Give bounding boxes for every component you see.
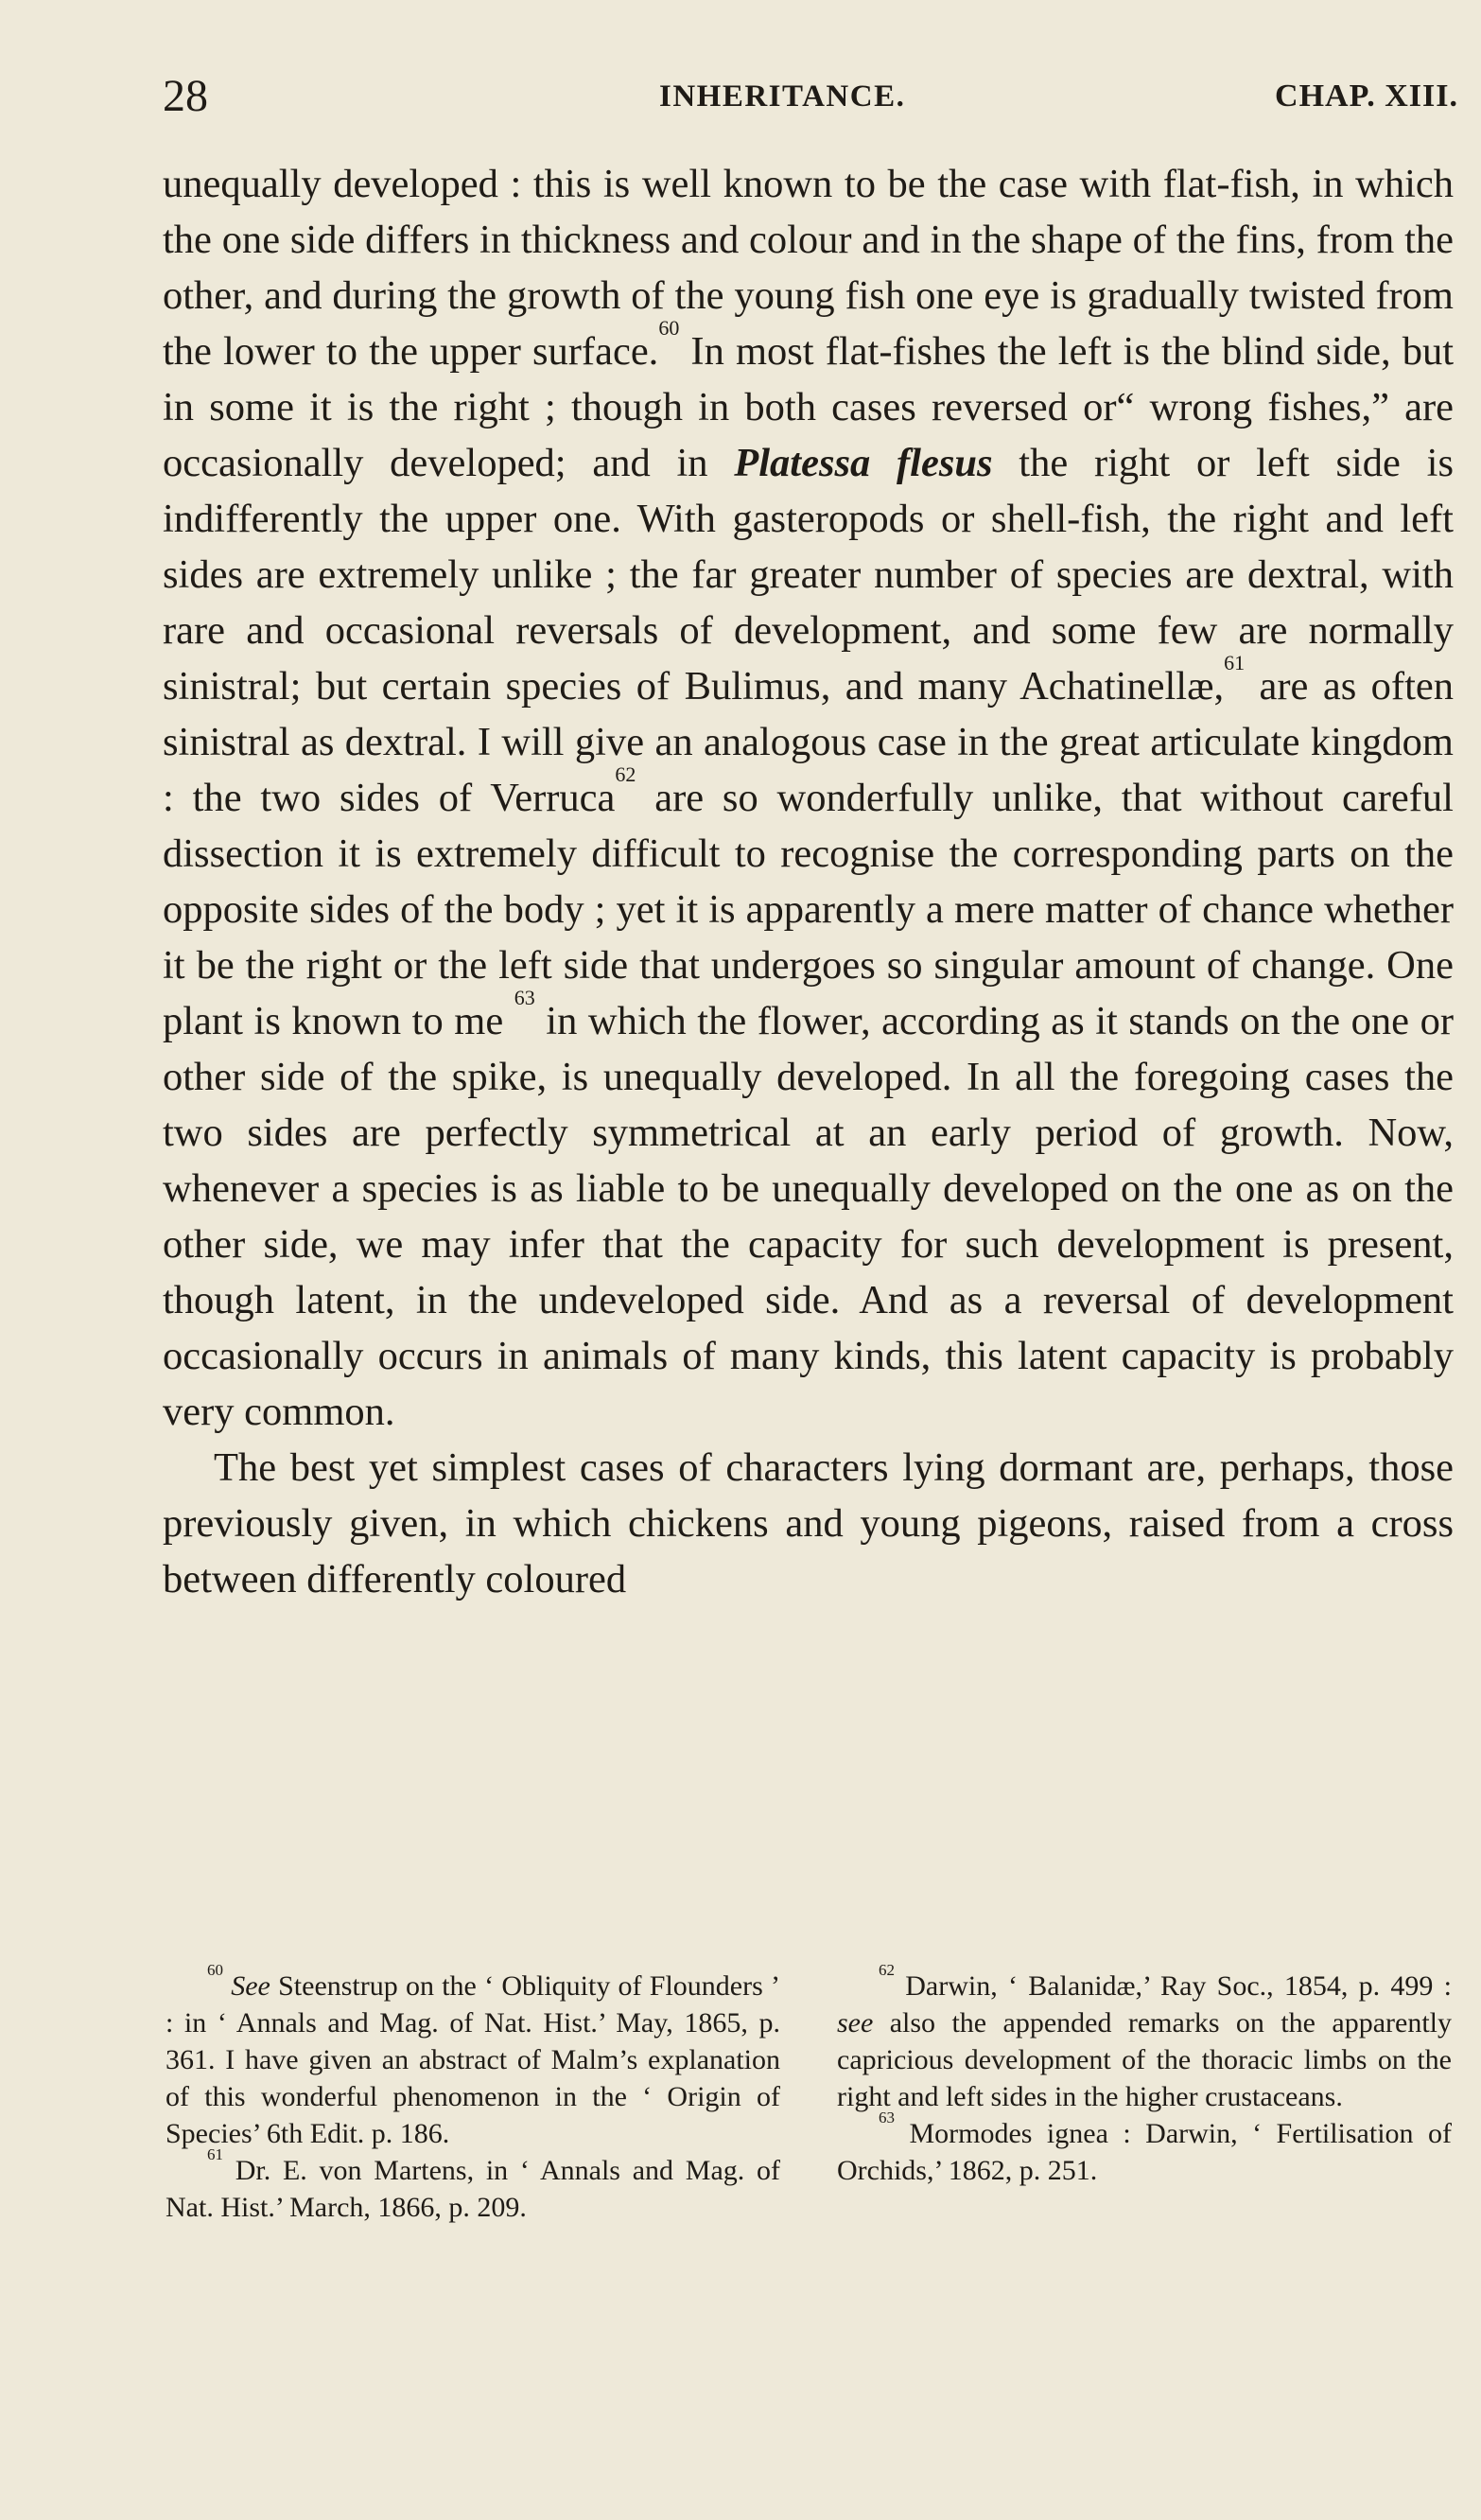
footnote-text: also the appended remarks on the apparently capricious development of the thoracic limbs on the right and left sides in the higher crustaceans. [837,2007,1452,2112]
paragraph-1 [163,156,1454,1440]
main-text [163,156,1454,1607]
page-number: 28 [163,71,208,121]
chapter-label: CHAP. XIII. [1275,79,1458,114]
paragraph-1-text: In most flat-fishes the left is the blind side, but in some it is the right ; though in both cases reversed or“ wrong fishes,” are occasionally developed; and in [163,329,1455,485]
footnote-number: 63 [879,2109,895,2126]
paragraph-2: The best yet simplest cases of characters lying dormant are, perhaps, those previously given, in which chickens and young pigeons, raised from a cross between differently coloured [163,1445,1454,1601]
footnote-ref-61: 61 [1224,650,1246,674]
footnote-number: 62 [879,1961,895,1979]
species-name-italic: Platessa flesus [734,441,993,485]
footnote-61 [166,2145,780,2226]
footnote-number: 61 [207,2145,223,2163]
page-header [163,68,1458,125]
running-title: INHERITANCE. [659,79,906,114]
paragraph-1-text: are as often sinistral as dextral. I will give an analogous case in the great articulate kingdom : the two sides of Verruca [163,664,1455,820]
footnote-text: Steenstrup on the ‘ Obliquity of Flounders ’ : in ‘ Annals and Mag. of Nat. Hist.’ May, 1865, p. 361. I have given an abstract of Malm’s explanation of this wonderful phenomenon in the ‘ Origin of Species’ 6th Edit. p. 186. [166,1970,780,2149]
paragraph-1-text: the right or left side is indifferently the upper one. With gasteropods or shell-fish, the right and left sides are extremely unlike ; the far greater number of species are dextral, with rare and occasional reversals of development, and some few are normally sinistral; but certain species of Bulimus, and many Achatinellæ, [163,441,1454,709]
footnote-text: Mormodes ignea : Darwin, ‘ Fertilisation of Orchids,’ 1862, p. 251. [837,2118,1452,2186]
footnote-ref-62: 62 [615,761,636,786]
footnote-60 [166,1961,780,2152]
footnotes [166,1961,1452,2226]
footnote-ref-63: 63 [514,985,535,1009]
footnote-italic: see [837,2007,874,2039]
footnote-italic: See [231,1970,270,2002]
paragraph-1-text: unequally developed : this is well known to be the case with flat-fish, in which the one side differs in thickness and colour and in the shape of the fins, from the other, and during the growth of the young fish one eye is gradually twisted from the lower to the upper surface. [163,162,1454,374]
paragraph-1-text: are so wonderfully unlike, that without careful dissection it is extremely difficult to recognise the corresponding parts on the opposite sides of the body ; yet it is apparently a mere matter of chance whether it be the right or the left side that undergoes so singular amount of change. One plant is known to me [163,776,1454,1043]
footnote-text: Darwin, ‘ Balanidæ,’ Ray Soc., 1854, p. 499 : [895,1970,1452,2002]
footnote-text: Dr. E. von Martens, in ‘ Annals and Mag. of Nat. Hist.’ March, 1866, p. 209. [166,2155,780,2223]
footnote-62 [837,1961,1452,2115]
paragraph-1-text: in which the flower, according as it stands on the one or other side of the spike, is unequally developed. In all the foregoing cases the two sides are perfectly symmetrical at an early period of growth. Now, whenever a species is as liable to be unequally developed on the one as on the other side, we may infer that the capacity for such development is present, though latent, in the undeveloped side. And as a reversal of development occasionally occurs in animals of many kinds, this latent capacity is probably very common. [163,999,1454,1434]
footnote-63 [837,2109,1452,2189]
footnote-ref-60: 60 [658,315,680,340]
footnote-number: 60 [207,1961,223,1979]
